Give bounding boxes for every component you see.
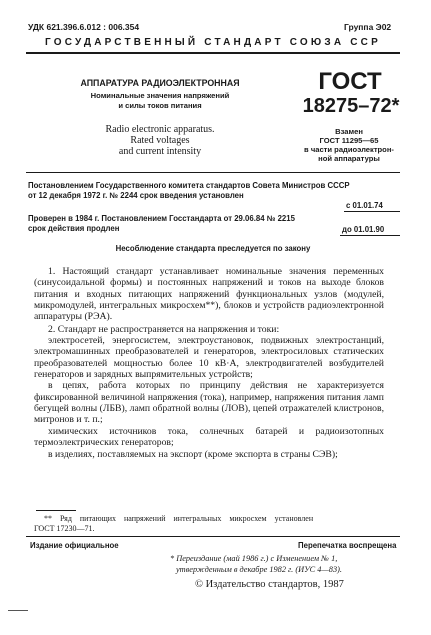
replaces-line3: в части радиоэлектрон- [304,145,394,154]
checked-line2: срок действия продлен [28,224,120,233]
replaces-line1: Взамен [335,127,363,136]
checked-date: до 01.01.90 [342,225,385,234]
gost-number: 18275–72* [302,95,400,117]
footnote-line1: ** Ряд питающих напряжений интегральных микросхем установлен [44,514,314,523]
paragraph-1: 1. Настоящий стандарт устанавливает номинальные значения переменных (синусоидальной формы) и постоянных напряжений и токов на выходе блоков питания и входных питающих напряжений функциональных узлов (модулей, микромодулей, интегральных микросхем**), блоков и устройств радиоэлектронной аппаратуры (РЭА). [34,266,384,323]
paragraph-5: химических источников тока, солнечных батарей и радиоизотопных термоэлектрических генераторов; [34,425,384,449]
reissue-line1: * Переиздание (май 1986 г.) с Изменением № 1, [170,554,338,563]
replaces-line2: ГОСТ 11295—65 [319,136,379,145]
gost-label: ГОСТ [318,68,382,95]
standard-body [34,266,384,460]
checked-line1: Проверен в 1984 г. Постановлением Госстандарта от 29.06.84 № 2215 [28,214,295,223]
copyright: © Издательство стандартов, 1987 [195,579,344,590]
header-rule [26,52,400,54]
title-ru-line2: Номинальные значения напряжений [90,91,230,100]
checked-date-underline [340,235,400,236]
paragraph-2: 2. Стандарт не распространяется на напряжения и токи: [48,323,280,335]
group-code: Группа Э02 [344,22,392,32]
decree-date-underline [344,211,400,212]
decree-line2: от 12 декабря 1972 г. № 2244 срок введения установлен [28,191,244,200]
reissue-line2: утвержденным в декабре 1982 г. (ИУС 4—83). [176,565,342,574]
footnote-separator [36,510,76,511]
page-mark [8,610,28,611]
paragraph-4: в цепях, работа которых по принципу действия не характеризуется фиксированной величиной напряжения (тока), например, напряжения питания ламп бегущей волны (ЛБВ), ламп обратной волны (ЛОВ), цепей отражателей клистронов, митронов и т. п.; [34,380,384,426]
paragraph-3: электросетей, энергосистем, электроустановок, подвижных электростанций, электромашинных преобразователей и генераторов, электросиловых статических преобразователей мощностью более 10 кВ·А, электродвигателей возбудителей генераторов и зарядных выпрямительных устройств; [34,335,384,381]
law-warning: Несоблюдение стандарта преследуется по закону [115,244,311,253]
reprint-prohibited: Перепечатка воспрещена [298,541,397,550]
replaces-line4: ной аппаратуры [318,154,380,163]
title-en-line3: and current intensity [118,146,202,157]
state-standard-heading: ГОСУДАРСТВЕННЫЙ СТАНДАРТ СОЮЗА ССР [45,37,381,48]
udk-code: УДК 621.396.6.012 : 006.354 [28,22,140,32]
decree-date: с 01.01.74 [346,201,383,210]
footer-rule [26,536,400,537]
title-ru-line1: АППАРАТУРА РАДИОЭЛЕКТРОННАЯ [80,78,240,88]
title-ru-line3: и силы токов питания [118,101,202,110]
decree-line1: Постановлением Государственного комитета стандартов Совета Министров СССР [28,181,350,190]
title-en-line2: Rated voltages [130,135,190,146]
official-edition: Издание официальное [30,541,119,550]
paragraph-6: в изделиях, поставляемых на экспорт (кроме экспорта в страны СЭВ); [48,448,338,460]
title-rule [26,172,400,173]
title-en-line1: Radio electronic apparatus. [105,124,215,135]
footnote-line2: ГОСТ 17230—71. [34,524,95,533]
